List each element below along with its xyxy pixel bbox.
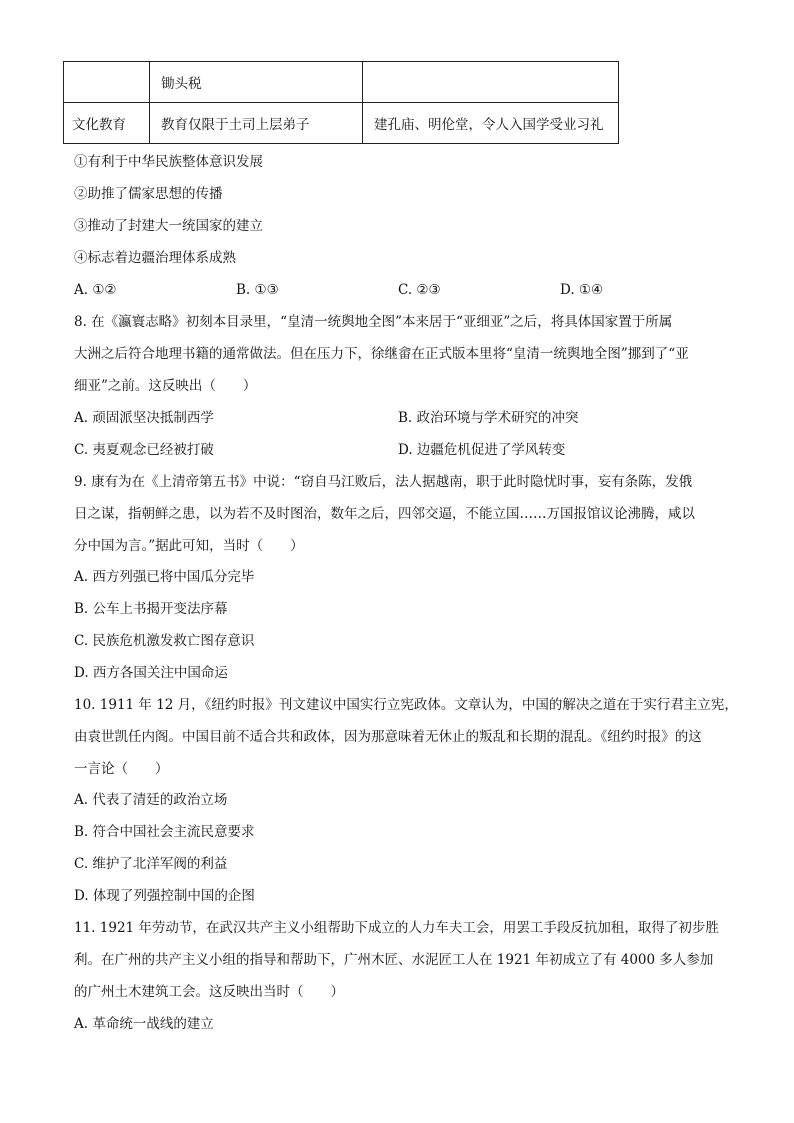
q8-stem-line: 大洲之后符合地理书籍的通常做法。但在压力下，徐继畲在正式版本里将“皇清一统舆地全图”挪到了“亚	[74, 346, 689, 362]
q8-option-d: D. 边疆危机促进了学风转变	[398, 442, 566, 458]
statement-2: ②助推了儒家思想的传播	[74, 186, 223, 202]
q11-stem-line: 利。在广州的共产主义小组的指导和帮助下，广州木匠、水泥匠工人在 1921 年初成立了有 4000 多人参加	[74, 952, 714, 968]
q7-option-a: A. ①②	[74, 282, 117, 298]
q8-option-c: C. 夷夏观念已经被打破	[74, 442, 214, 458]
table-cell: 锄头税	[150, 62, 363, 103]
q8-option-a: A. 顽固派坚决抵制西学	[74, 410, 214, 426]
q9-stem-line: 分中国为言。”据此可知，当时（ ）	[74, 538, 304, 554]
q8-stem-line: 细亚”之前。这反映出（ ）	[74, 378, 257, 394]
statement-4: ④标志着边疆治理体系成熟	[74, 250, 236, 266]
table-row	[64, 62, 619, 103]
q10-option-d: D. 体现了列强控制中国的企图	[74, 888, 255, 904]
q7-option-c: C. ②③	[398, 282, 441, 298]
q9-option-c: C. 民族危机激发救亡图存意识	[74, 633, 255, 649]
statement-1: ①有利于中华民族整体意识发展	[74, 154, 263, 170]
q9-stem-line: 日之谋，指朝鲜之患，以为若不及时图治，数年之后，四邻交逼，不能立国……万国报馆议论沸腾，咸以	[74, 506, 695, 522]
q8-stem-line: 8. 在《瀛寰志略》初刻本目录里，“皇清一统舆地全图”本来居于“亚细亚”之后，将具体国家置于所属	[74, 314, 673, 330]
comparison-table	[63, 61, 619, 144]
q7-option-b: B. ①③	[236, 282, 279, 298]
q11-option-a: A. 革命统一战线的建立	[74, 1016, 214, 1032]
q8-option-b: B. 政治环境与学术研究的冲突	[398, 410, 579, 426]
table-cell	[363, 62, 619, 103]
q10-stem-line: 由袁世凯任内阁。中国目前不适合共和政体，因为那意味着无休止的叛乱和长期的混乱。《纽约时报》的这	[74, 729, 702, 745]
q9-stem-line: 9. 康有为在《上清帝第五书》中说：“窃自马江败后，法人据越南，职于此时隐忧时事，妄有条陈，发俄	[74, 474, 693, 490]
table-cell	[64, 62, 150, 103]
q9-option-d: D. 西方各国关注中国命运	[74, 665, 228, 681]
q7-option-d: D. ①④	[560, 282, 604, 298]
table-cell: 教育仅限于土司上层弟子	[150, 103, 363, 144]
q9-option-b: B. 公车上书揭开变法序幕	[74, 601, 228, 617]
q10-option-b: B. 符合中国社会主流民意要求	[74, 824, 255, 840]
q10-option-a: A. 代表了清廷的政治立场	[74, 792, 228, 808]
table-cell: 建孔庙、明伦堂，令人入国学受业习礼	[363, 103, 619, 144]
q10-stem-line: 一言论（ ）	[74, 761, 169, 777]
table-row	[64, 103, 619, 144]
q11-stem-line: 11. 1921 年劳动节，在武汉共产主义小组帮助下成立的人力车夫工会，用罢工手段反抗加租，取得了初步胜	[74, 920, 719, 936]
table-cell: 文化教育	[64, 103, 150, 144]
q10-stem-line: 10. 1911 年 12 月，《纽约时报》刊文建议中国实行立宪政体。文章认为，中国的解决之道在于实行君主立宪，	[74, 697, 738, 713]
q10-option-c: C. 维护了北洋军阀的利益	[74, 856, 228, 872]
statement-3: ③推动了封建大一统国家的建立	[74, 218, 263, 234]
q9-option-a: A. 西方列强已将中国瓜分完毕	[74, 569, 255, 585]
q11-stem-line: 的广州土木建筑工会。这反映出当时（ ）	[74, 984, 344, 1000]
